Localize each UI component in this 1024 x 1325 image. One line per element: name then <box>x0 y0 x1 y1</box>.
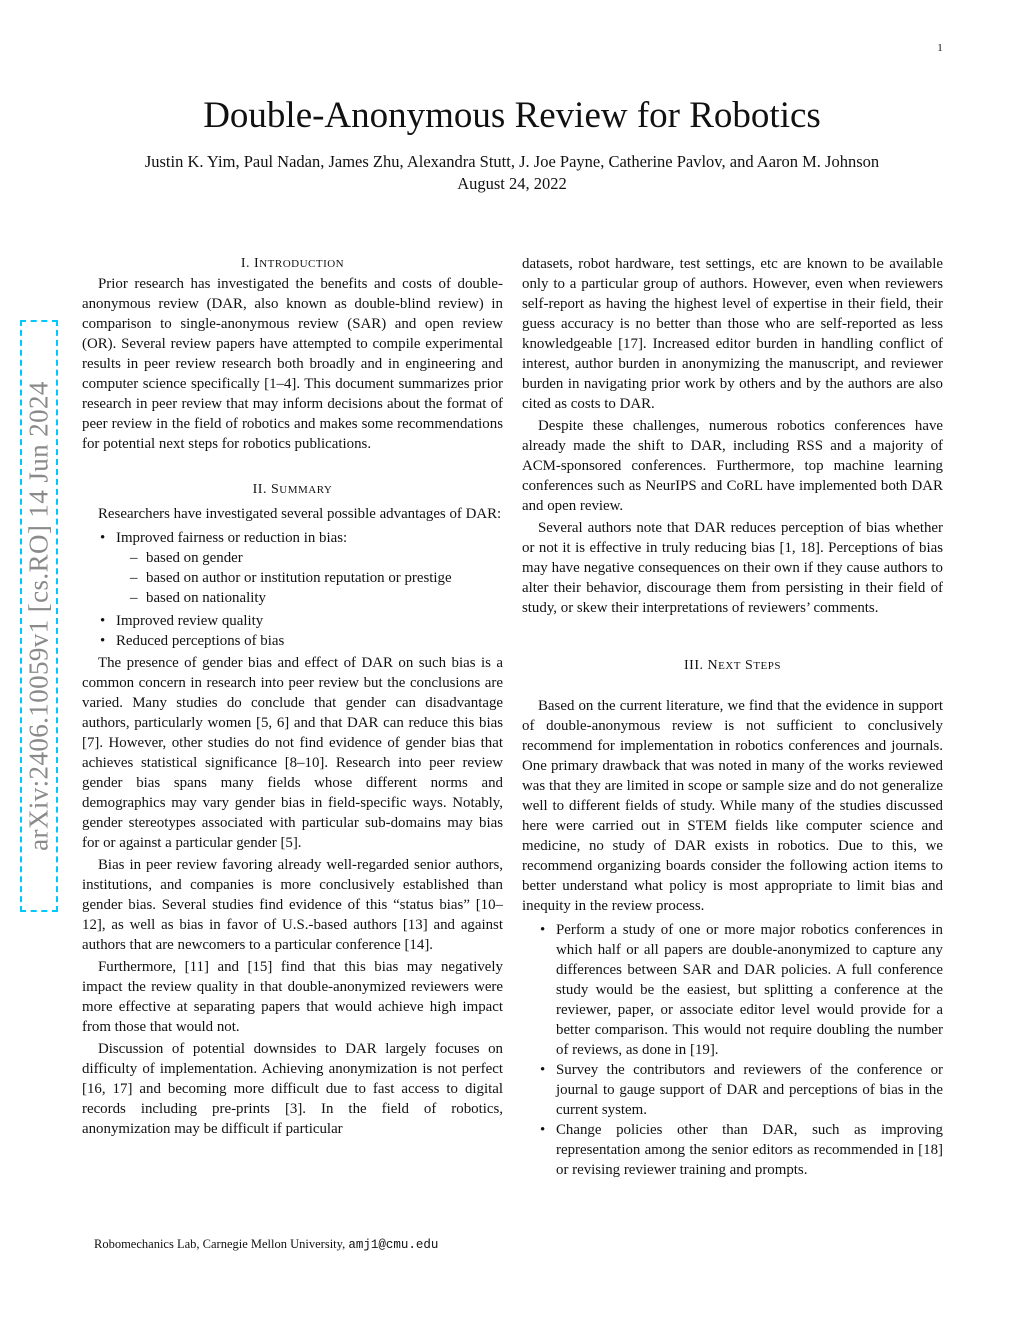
intro-paragraph: Prior research has investigated the benefits and costs of double-anonymous review (DAR, also known as double-blind review) in comparison to single-anonymous review (SAR) and open review (OR). Several review papers have attempted to compile experimental results in peer review research both broadly and in engineering and computer science specifically [1–4]. This document summarizes prior research in peer review that may inform decisions about the format of peer review in the field of robotics and makes some recommendations for potential next steps for robotics publications. <box>82 276 503 452</box>
arxiv-stamp[interactable]: arXiv:2406.10059v1 [cs.RO] 14 Jun 2024 <box>23 381 54 851</box>
publication-date: August 24, 2022 <box>457 174 567 193</box>
challenges-paragraph: Despite these challenges, numerous robotics conferences have already made the shift to DAR, including RSS and a majority of ACM-sponsored conferences. Furthermore, top machine learning conferences such as NeurIPS and CoRL have implemented both DAR and open review. <box>522 418 943 514</box>
action-items-list <box>522 920 943 1180</box>
section-title-cap: S <box>745 658 754 673</box>
section-numeral: III. <box>684 658 704 673</box>
list-item-text: Improved fairness or reduction in bias: <box>116 530 348 546</box>
downsides-paragraph: Discussion of potential downsides to DAR largely focuses on difficulty of implementation. Achieving anonymization is not perfect [16, 17] and becoming more difficult due to fast access to digital records including pre-prints [3]. In the field of robotics, anonymization may be difficult if particular <box>82 1041 503 1137</box>
section-heading-next-steps <box>522 656 943 676</box>
list-item: • Perform a study of one or more major robotics conferences in which half or all papers are double-anonymized to capture any differences between SAR and DAR policies. A full conference study would be the easiest, but splitting a conference at the reviewer, paper, or associate editor level would provide for a better comparison. This would not require doubling the number of reviews, as done in [19]. <box>522 920 943 1060</box>
section-title-cap: N <box>707 658 719 673</box>
section-title-rest: EXT <box>718 660 742 672</box>
email-link[interactable]: amj1@cmu.edu <box>348 1238 439 1252</box>
footnote <box>94 1236 514 1253</box>
section-heading-introduction <box>82 254 503 274</box>
bias-sublist <box>82 548 503 608</box>
right-column <box>522 254 943 1180</box>
section-title-rest: TEPS <box>753 660 781 672</box>
sub-list-item: – based on nationality <box>82 588 503 608</box>
paper-title: Double-Anonymous Review for Robotics <box>203 95 821 136</box>
section-numeral: I. <box>240 256 251 271</box>
page-number: 1 <box>937 42 943 54</box>
advantages-list <box>82 528 503 651</box>
list-item: • Change policies other than DAR, such as improving representation among the senior editors as recommended in [18] or revising reviewer training and prompts. <box>522 1120 943 1180</box>
left-column <box>82 254 503 1139</box>
section-title-cap: S <box>270 482 280 497</box>
section-title-cap: I <box>254 256 260 271</box>
list-item: • Reduced perceptions of bias <box>82 631 503 651</box>
author-list: Justin K. Yim, Paul Nadan, James Zhu, Alexandra Stutt, J. Joe Payne, Catherine Pavlov, and Aaron M. Johnson <box>144 152 880 171</box>
perception-paragraph: Several authors note that DAR reduces perception of bias whether or not it is effective in truly reducing bias [1, 18]. Perceptions of bias may have negative consequences on their own if they cause authors to alter their behavior, discourage them from persisting in their field of study, or skew their interpretations of reviewers’ comments. <box>522 520 943 616</box>
review-quality-paragraph: Furthermore, [11] and [15] find that this bias may negatively impact the review quality in that double-anonymized reviewers were more effective at separating papers that would achieve high impact from those that would not. <box>82 959 503 1035</box>
list-item: • Improved review quality <box>82 611 503 631</box>
summary-intro-paragraph: Researchers have investigated several possible advantages of DAR: <box>98 506 502 522</box>
list-item <box>82 528 503 608</box>
sub-list-item: – based on gender <box>82 548 503 568</box>
affiliation: Robomechanics Lab, Carnegie Mellon University, <box>94 1237 349 1251</box>
sub-list-item: – based on author or institution reputation or prestige <box>82 568 503 588</box>
next-steps-paragraph: Based on the current literature, we find that the evidence in support of double-anonymous review is not sufficient to conclusively recommend for implementation in robotics conferences and journals. One primary drawback that was noted in many of the works reviewed was that they are limited in scope or sample size and do not generalize well to different fields of study. While many of the studies discussed here were carried out in STEM fields like computer science and medicine, no study of DAR exists in robotics. Due to this, we recommend organizing boards consider the following action items to better understand what policy is most appropriate to limit bias and inequity in the review process. <box>522 698 943 914</box>
gender-bias-paragraph: The presence of gender bias and effect of DAR on such bias is a common concern in research into peer review but the conclusions are varied. Many studies do conclude that gender can disadvantage authors, particularly women [5, 6] and that DAR can reduce this bias [7]. However, other studies do not find evidence of gender bias that achieves statistical significance [8–10]. Research into peer review gender bias spans many fields whose different norms and demographics may vary gender bias in field-specific ways. Notably, gender stereotypes associated with particular sub-domains may bias for or against a particular gender [5]. <box>82 655 503 851</box>
downsides-paragraph-continued: datasets, robot hardware, test settings, etc are known to be available only to a particular group of authors. However, even when reviewers self-report as having the highest level of expertise in their field, their guess accuracy is no better than those who are self-reported as less knowledgeable [17]. Increased editor burden in handling conflict of interest, author burden in anonymizing the manuscript, and reviewer burden in navigating prior work by others and by the authors are also cited as costs to DAR. <box>522 256 943 412</box>
status-bias-paragraph: Bias in peer review favoring already well-regarded senior authors, institutions, and companies is more conclusively established than gender bias. Several studies find evidence of this “status bias” [10–12], as well as bias in favor of U.S.-based authors [13] and against authors that are newcomers to a particular conference [14]. <box>82 857 503 953</box>
section-title-rest: UMMARY <box>279 484 333 496</box>
list-item: • Survey the contributors and reviewers of the conference or journal to gauge support of DAR and perceptions of bias in the current system. <box>522 1060 943 1120</box>
section-heading-summary <box>82 480 503 500</box>
section-numeral: II. <box>252 482 267 497</box>
section-title-rest: NTRODUCTION <box>259 258 345 270</box>
